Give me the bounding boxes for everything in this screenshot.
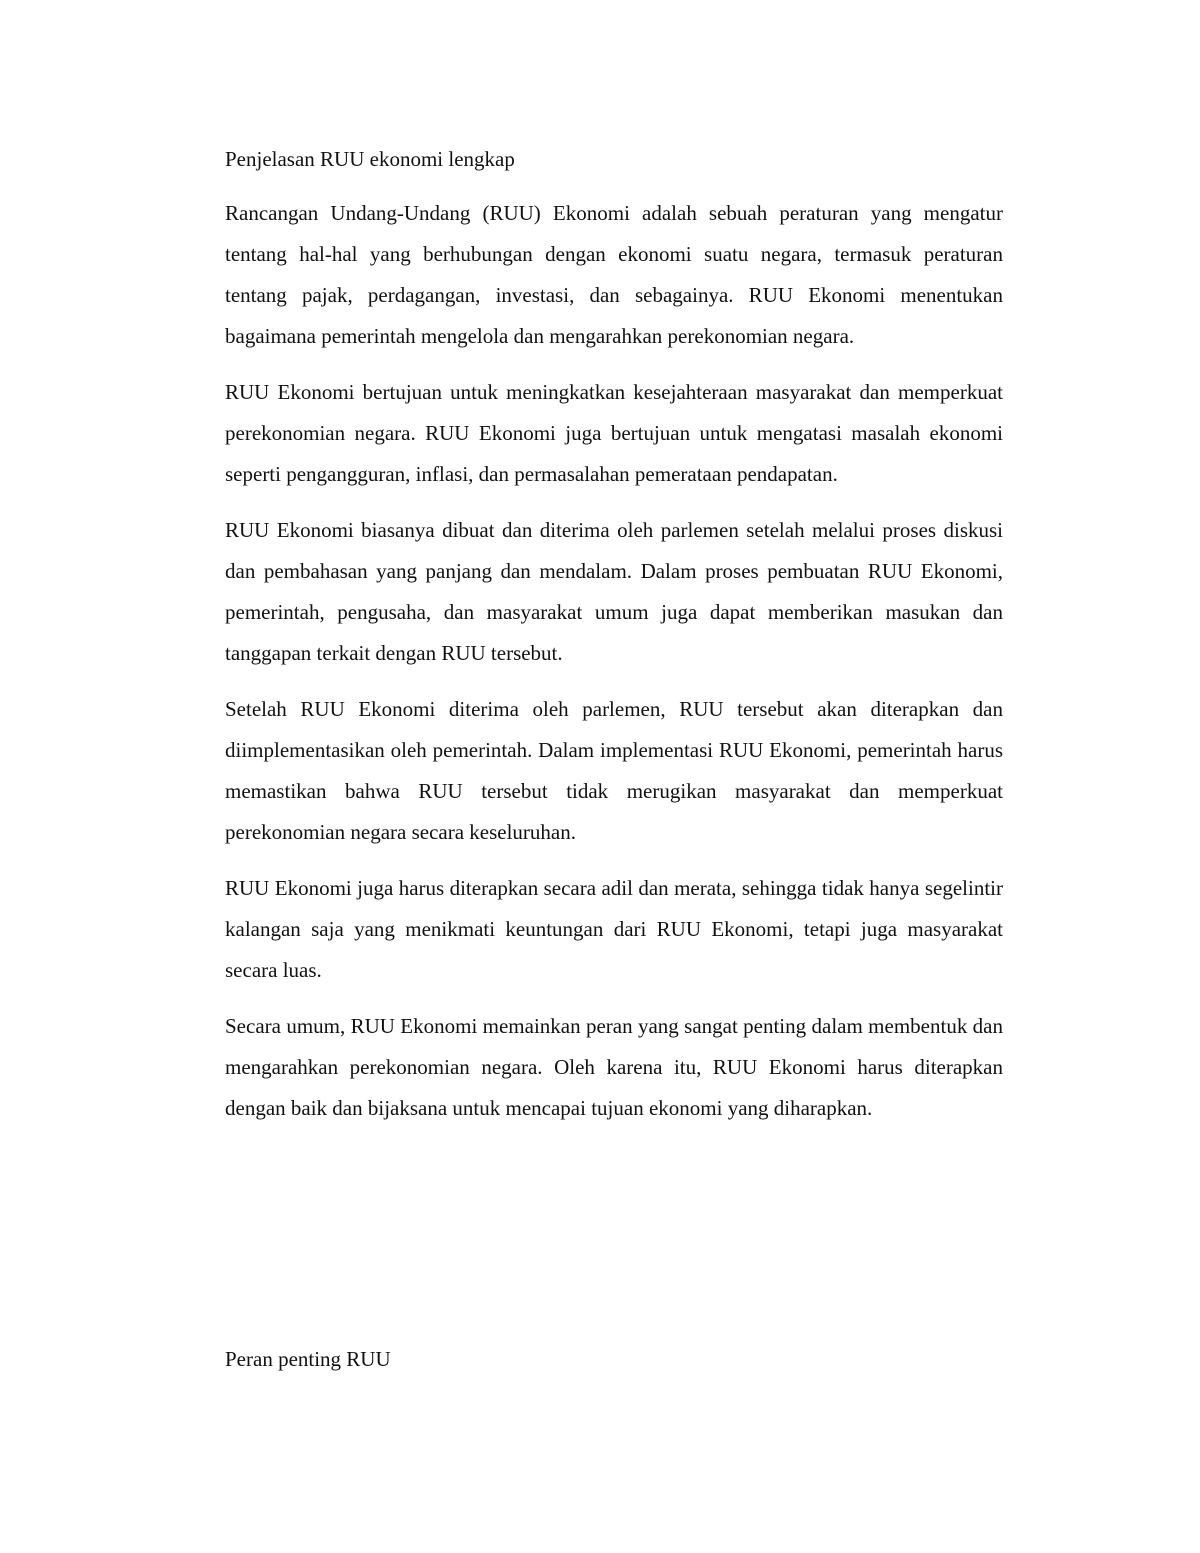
paragraph-definition: Rancangan Undang-Undang (RUU) Ekonomi adalah sebuah peraturan yang mengatur tentang hal-hal yang berhubungan dengan ekonomi suatu negara, termasuk peraturan tentang pajak, perdagangan, investasi, dan sebagainya. RUU Ekonomi menentukan bagaimana pemerintah mengelola dan mengarahkan perekonomian negara.	[225, 201, 1003, 348]
paragraph-conclusion: Secara umum, RUU Ekonomi memainkan peran yang sangat penting dalam membentuk dan mengarahkan perekonomian negara. Oleh karena itu, RUU Ekonomi harus diterapkan dengan baik dan bijaksana untuk mencapai tujuan ekonomi yang diharapkan.	[225, 1014, 1003, 1120]
document-body	[225, 140, 1003, 1129]
document-title: Penjelasan RUU ekonomi lengkap	[225, 147, 515, 171]
paragraph-purpose: RUU Ekonomi bertujuan untuk meningkatkan kesejahteraan masyarakat dan memperkuat perekonomian negara. RUU Ekonomi juga bertujuan untuk mengatasi masalah ekonomi seperti pengangguran, inflasi, dan permasalahan pemerataan pendapatan.	[225, 380, 1003, 486]
paragraph-fairness: RUU Ekonomi juga harus diterapkan secara adil dan merata, sehingga tidak hanya segelintir kalangan saja yang menikmati keuntungan dari RUU Ekonomi, tetapi juga masyarakat secara luas.	[225, 876, 1003, 982]
paragraph-process: RUU Ekonomi biasanya dibuat dan diterima oleh parlemen setelah melalui proses diskusi dan pembahasan yang panjang dan mendalam. Dalam proses pembuatan RUU Ekonomi, pemerintah, pengusaha, dan masyarakat umum juga dapat memberikan masukan dan tanggapan terkait dengan RUU tersebut.	[225, 518, 1003, 665]
paragraph-implementation: Setelah RUU Ekonomi diterima oleh parlemen, RUU tersebut akan diterapkan dan diimplementasikan oleh pemerintah. Dalam implementasi RUU Ekonomi, pemerintah harus memastikan bahwa RUU tersebut tidak merugikan masyarakat dan memperkuat perekonomian negara secara keseluruhan.	[225, 697, 1003, 844]
section-heading: Peran penting RUU	[225, 1347, 391, 1371]
